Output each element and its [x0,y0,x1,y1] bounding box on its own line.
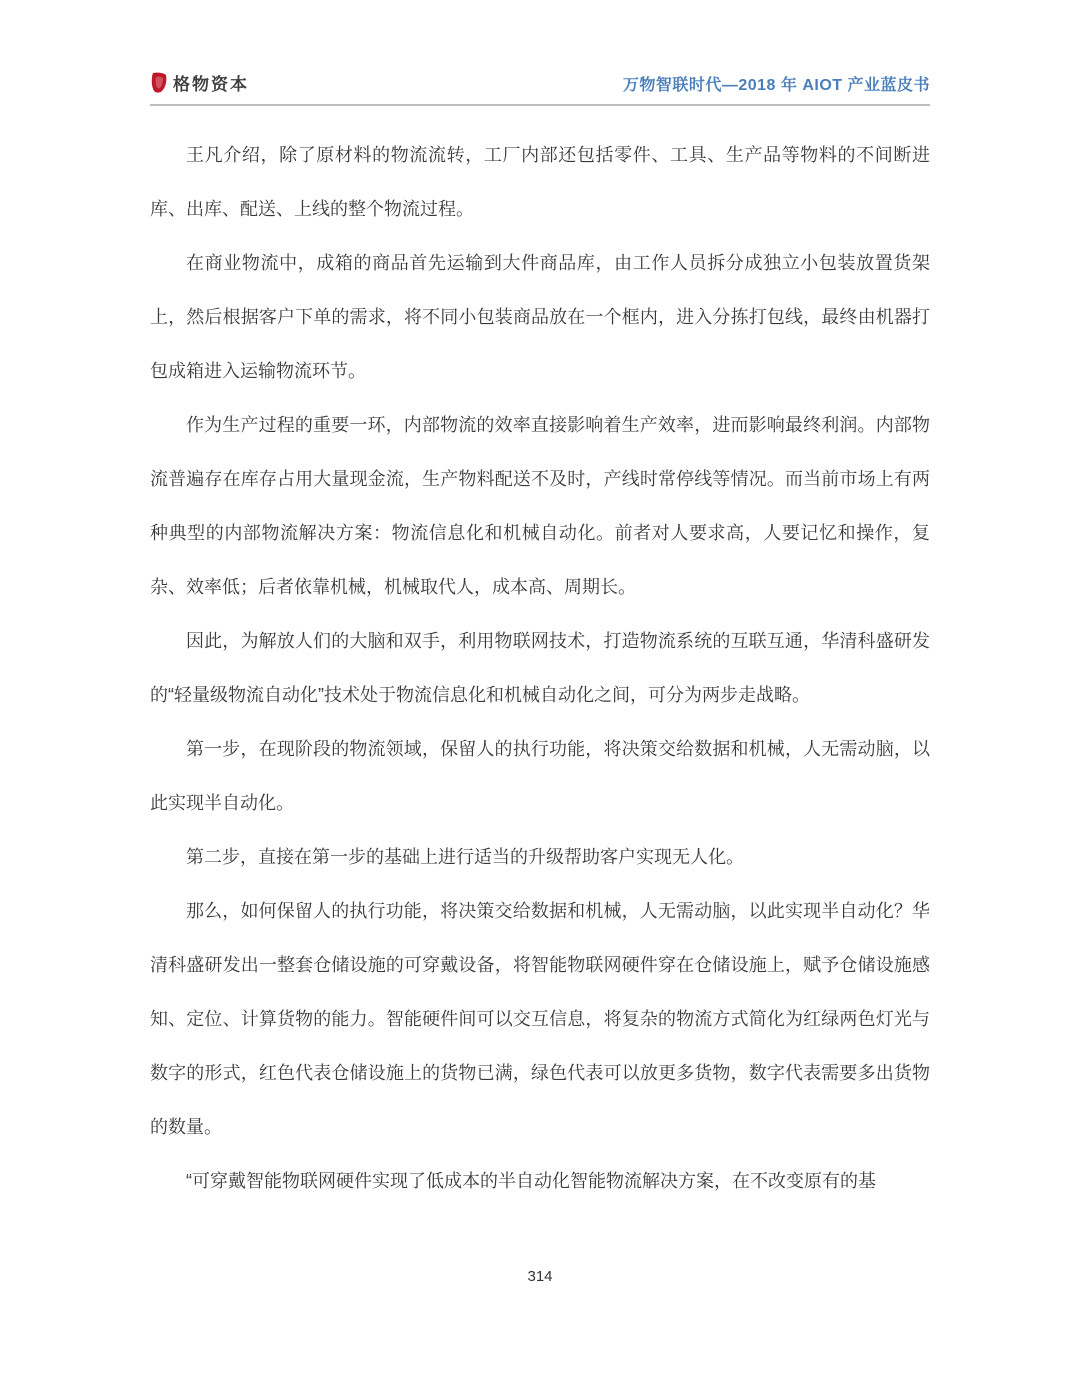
paragraph: “可穿戴智能物联网硬件实现了低成本的半自动化智能物流解决方案，在不改变原有的基 [186,1171,876,1191]
paragraph: 因此，为解放人们的大脑和双手，利用物联网技术，打造物流系统的互联互通，华清科盛研发的“轻量级物流自动化”技术处于物流信息化和机械自动化之间，可分为两步走战略。 [150,631,930,705]
logo-icon [150,72,168,94]
page-header [150,70,930,106]
paragraph: 第二步，直接在第一步的基础上进行适当的升级帮助客户实现无人化。 [186,847,744,867]
logo [150,70,249,95]
paragraph: 作为生产过程的重要一环，内部物流的效率直接影响着生产效率，进而影响最终利润。内部物流普遍存在库存占用大量现金流，生产物料配送不及时，产线时常停线等情况。而当前市场上有两种典型的内部物流解决方案：物流信息化和机械自动化。前者对人要求高，人要记忆和操作，复杂、效率低；后者依靠机械，机械取代人，成本高、周期长。 [150,415,930,597]
paragraph: 第一步，在现阶段的物流领域，保留人的执行功能，将决策交给数据和机械，人无需动脑，以此实现半自动化。 [150,739,930,813]
document-title: 万物智联时代—2018 年 AIOT 产业蓝皮书 [622,77,930,94]
body-text [150,128,930,1208]
page-number: 314 [527,1268,553,1285]
logo-text: 格物资本 [173,75,249,94]
paragraph: 在商业物流中，成箱的商品首先运输到大件商品库，由工作人员拆分成独立小包装放置货架上，然后根据客户下单的需求，将不同小包装商品放在一个框内，进入分拣打包线，最终由机器打包成箱进入运输物流环节。 [150,253,930,381]
paragraph: 王凡介绍，除了原材料的物流流转，工厂内部还包括零件、工具、生产品等物料的不间断进库、出库、配送、上线的整个物流过程。 [150,145,930,219]
paragraph: 那么，如何保留人的执行功能，将决策交给数据和机械，人无需动脑，以此实现半自动化？华清科盛研发出一整套仓储设施的可穿戴设备，将智能物联网硬件穿在仓储设施上，赋予仓储设施感知、定位、计算货物的能力。智能硬件间可以交互信息，将复杂的物流方式简化为红绿两色灯光与数字的形式，红色代表仓储设施上的货物已满，绿色代表可以放更多货物，数字代表需要多出货物的数量。 [150,901,930,1137]
